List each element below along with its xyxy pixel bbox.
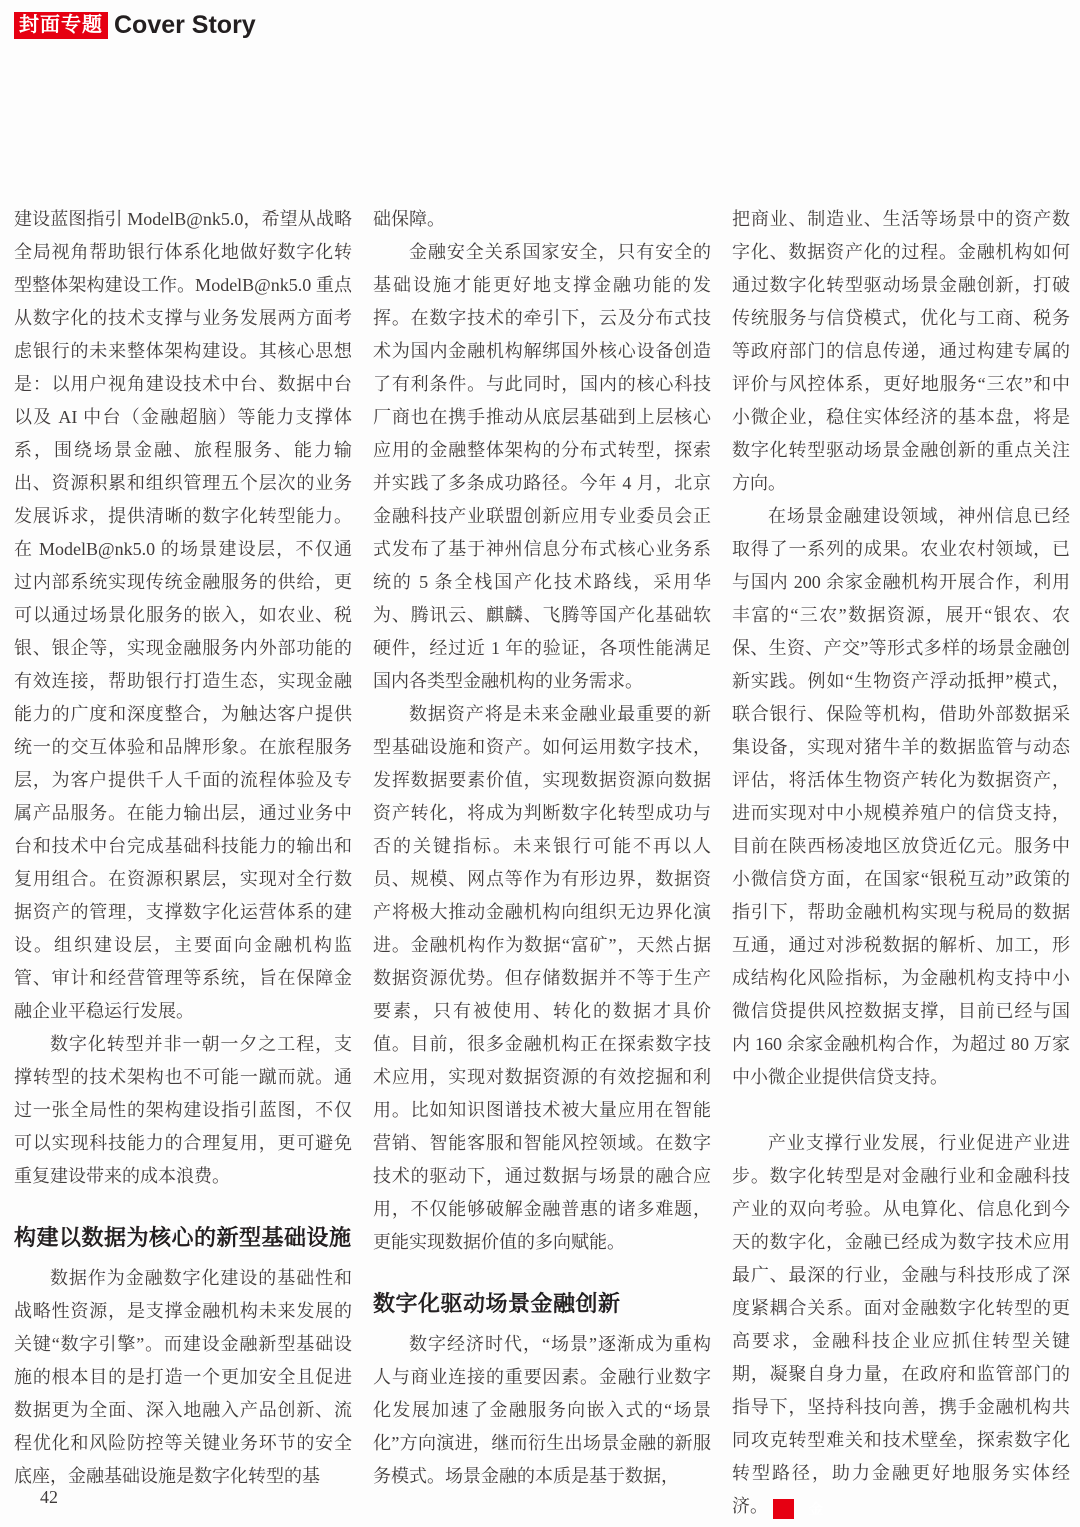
paragraph-text: 在场景金融建设领域，神州信息已经取得了一系列的成果。农业农村领域，已与国内 200 余家金融机构开展合作，利用丰富的“三农”数据资源，展开“银农、农保、生资、产交”等形式多样的场景金融创新实践。例如“生物资产浮动抵押”模式，联合银行、保险等机构，借助外部数据采集设备，实现对猪牛羊的数据监管与动态评估，将活体生物资产转化为数据资产，进而实现对中小规模养殖户的信贷支持，目前在陕西杨凌地区放贷近亿元。服务中小微信贷方面，在国家“银税互动”政策的指引下，帮助金融机构实现与税局的数据互通，通过对涉税数据的解析、加工，形成结构化风险指标，为金融机构支持中小微信贷提供风控数据支撑，目前已经与国内 160 余家金融机构合作，为超过 80 万家中小微企业提供信贷支持。 (732, 506, 1070, 1087)
paragraph (373, 236, 711, 698)
paragraph (14, 1028, 352, 1193)
paragraph-text: 数字化转型并非一朝一夕之工程，支撑转型的技术架构也不可能一蹴而就。通过一张全局性的架构建设指引蓝图，不仅可以实现科技能力的合理复用，更可避免重复建设带来的成本浪费。 (14, 1034, 352, 1186)
section-heading-text: 数字化驱动场景金融创新 (373, 1291, 621, 1316)
text-column-3 (732, 203, 1070, 1523)
paragraph (732, 1127, 1070, 1523)
paragraph (732, 500, 1070, 1094)
paragraph-text: 金融安全关系国家安全，只有安全的基础设施才能更好地支撑金融功能的发挥。在数字技术的牵引下，云及分布式技术为国内金融机构解绑国外核心设备创造了有利条件。与此同时，国内的核心科技厂商也在携手推动从底层基础到上层核心应用的金融整体架构的分布式转型，探索并实践了多条成功路径。今年 4 月，北京金融科技产业联盟创新应用专业委员会正式发布了基于神州信息分布式核心业务系统的 5 条全栈国产化技术路线，采用华为、腾讯云、麒麟、飞腾等国产化基础软硬件，经过近 1 年的验证，各项性能满足国内各类型金融机构的业务需求。 (373, 242, 711, 691)
article-columns (14, 203, 1071, 1523)
paragraph-text: 把商业、制造业、生活等场景中的资产数字化、数据资产化的过程。金融机构如何通过数字化转型驱动场景金融创新，打破传统服务与信贷模式，优化与工商、税务等政府部门的信息传递，通过构建专属的评价与风控体系，更好地服务“三农”和中小微企业，稳住实体经济的基本盘，将是数字化转型驱动场景金融创新的重点关注方向。 (732, 209, 1070, 493)
cover-story-title: Cover Story (114, 11, 256, 39)
page-header (14, 11, 256, 40)
page-number: 42 (40, 1487, 58, 1507)
section-heading (373, 1289, 711, 1319)
section-heading-text: 构建以数据为核心的新型基础设施 (14, 1225, 352, 1250)
paragraph-text: 建设蓝图指引 ModelB@nk5.0，希望从战略全局视角帮助银行体系化地做好数字化转型整体架构建设工作。ModelB@nk5.0 重点从数字化的技术支撑与业务发展两方面考虑银行的未来整体架构建设。其核心思想是：以用户视角建设技术中台、数据中台以及 AI 中台（金融超脑）等能力支撑体系，围绕场景金融、旅程服务、能力输出、资源积累和组织管理五个层次的业务发展诉求，提供清晰的数字化转型能力。在 ModelB@nk5.0 的场景建设层，不仅通过内部系统实现传统金融服务的供给，更可以通过场景化服务的嵌入，如农业、税银、银企等，实现金融服务内外部功能的有效连接，帮助银行打造生态，实现金融能力的广度和深度整合，为触达客户提供统一的交互体验和品牌形象。在旅程服务层，为客户提供千人千面的流程体验及专属产品服务。在能力输出层，通过业务中台和技术中台完成基础科技能力的输出和复用组合。在资源积累层，实现对全行数据资产的管理，支撑数字化运营体系的建设。组织建设层，主要面向金融机构监管、审计和经营管理等系统，旨在保障金融企业平稳运行发展。 (14, 209, 352, 1021)
paragraph-text: 数字经济时代，“场景”逐渐成为重构人与商业连接的重要因素。金融行业数字化发展加速了金融服务向嵌入式的“场景化”方向演进，继而衍生出场景金融的新服务模式。场景金融的本质是基于数据， (373, 1334, 711, 1486)
paragraph (14, 203, 352, 1028)
text-column-2 (373, 203, 711, 1523)
paragraph-text: 础保障。 (373, 209, 445, 229)
paragraph-text: 数据资产将是未来金融业最重要的新型基础设施和资产。如何运用数字技术，发挥数据要素价值，实现数据资源向数据资产转化，将成为判断数字化转型成功与否的关键指标。未来银行可能不再以人员、规模、网点等作为有形边界，数据资产将极大推动金融机构向组织无边界化演进。金融机构作为数据“富矿”，天然占据数据资源优势。但存储数据并不等于生产要素，只有被使用、转化的数据才具价值。目前，很多金融机构正在探索数字技术应用，实现对数据资源的有效挖掘和利用。比如知识图谱技术被大量应用在智能营销、智能客服和智能风控领域。在数字技术的驱动下，通过数据与场景的融合应用，不仅能够破解金融普惠的诸多难题，更能实现数据价值的多向赋能。 (373, 704, 711, 1252)
cover-story-tag-badge: 封面专题 (14, 12, 108, 39)
paragraph (373, 698, 711, 1259)
paragraph (373, 1328, 711, 1493)
paragraph (14, 1262, 352, 1493)
section-heading (14, 1223, 352, 1253)
article-end-mark: 金 (773, 1499, 794, 1519)
paragraph-text: 数据作为金融数字化建设的基础性和战略性资源，是支撑金融机构未来发展的关键“数字引擎”。而建设金融新型基础设施的根本目的是打造一个更加安全且促进数据更为全面、深入地融入产品创新、流程优化和风险防控等关键业务环节的安全底座，金融基础设施是数字化转型的基 (14, 1268, 352, 1486)
paragraph (373, 203, 711, 236)
paragraph (732, 203, 1070, 500)
paragraph-text: 产业支撑行业发展，行业促进产业进步。数字化转型是对金融行业和金融科技产业的双向考验。从电算化、信息化到今天的数字化，金融已经成为数字技术应用最广、最深的行业，金融与科技形成了深度紧耦合关系。面对金融数字化转型的更高要求，金融科技企业应抓住转型关键期，凝聚自身力量，在政府和监管部门的指导下，坚持科技向善，携手金融机构共同攻克转型难关和技术壁垒，探索数字化转型路径，助力金融更好地服务实体经济。 (732, 1133, 1070, 1516)
text-column-1 (14, 203, 352, 1523)
